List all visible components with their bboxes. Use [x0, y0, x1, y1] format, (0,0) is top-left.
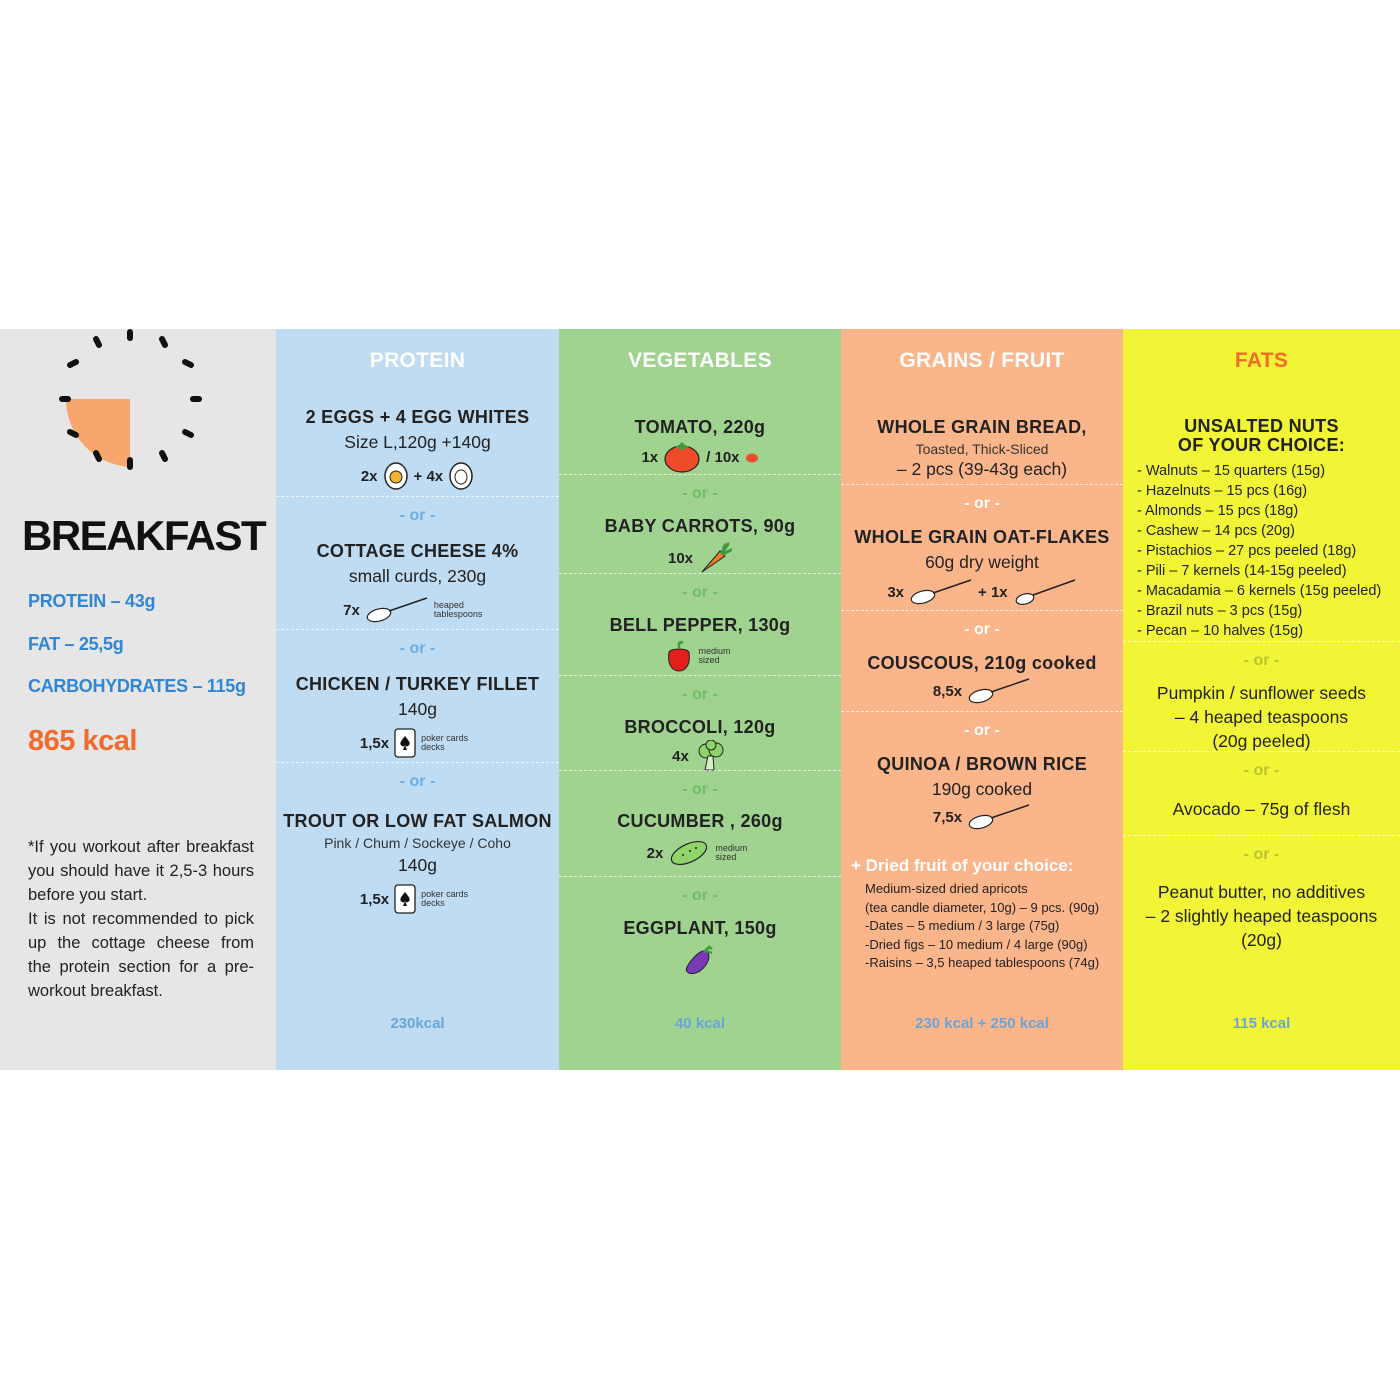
spoon-icon: [967, 676, 1031, 706]
cucumber-title: CUCUMBER , 260g: [617, 811, 783, 831]
grain-couscous: [841, 653, 1123, 706]
dried-fruit-title: + Dried fruit of your choice:: [851, 856, 1074, 875]
pepper-unit: medium sized: [698, 646, 731, 665]
fats-kcal: 115 kcal: [1232, 1015, 1291, 1032]
vegetables-column: [559, 329, 841, 1070]
grain-quinoa: [841, 754, 1123, 832]
oats-quantity: [841, 577, 1123, 607]
eggplant-title: EGGPLANT, 150g: [623, 918, 777, 938]
chicken-unit: poker cards decks: [421, 733, 469, 752]
fat-peanut-butter: [1123, 880, 1400, 952]
peanut-line-2: – 2 slightly heaped teaspoons: [1145, 906, 1378, 926]
carrots-quantity: [559, 541, 841, 575]
separator: - or -: [841, 621, 1123, 639]
couscous-title: COUSCOUS, 210g cooked: [867, 653, 1097, 673]
nuts-list: [1123, 461, 1400, 641]
tomato-count: 1x: [641, 448, 659, 466]
eggs-title: 2 EGGS + 4 EGG WHITES: [305, 407, 530, 427]
separator: - or -: [559, 781, 841, 799]
carrot-icon: [698, 541, 732, 575]
tomato-quantity: [559, 440, 841, 474]
protein-cottage-cheese: [276, 541, 559, 625]
seeds-line-2: – 4 heaped teaspoons: [1174, 707, 1349, 727]
veg-bell-pepper: [559, 615, 841, 672]
veg-broccoli: [559, 717, 841, 772]
protein-chicken: [276, 674, 559, 758]
salmon-weight: 140g: [398, 855, 437, 875]
protein-eggs: [276, 407, 559, 491]
workout-note: [28, 835, 254, 1003]
fats-heading: FATS: [1234, 349, 1289, 372]
list-item: - Walnuts – 15 quarters (15g): [1137, 463, 1326, 479]
total-kcal: 865 kcal: [28, 725, 137, 757]
eggs-size: Size L,120g +140g: [344, 432, 491, 452]
bell-pepper-icon: [664, 640, 694, 672]
seeds-line-3: (20g peeled): [1212, 731, 1311, 751]
dried-figs: -Dried figs – 10 medium / 4 large (90g): [865, 936, 1088, 952]
egg-white-icon: [448, 461, 474, 491]
fat-macro: FAT – 25,5g: [28, 634, 124, 654]
broccoli-count: 4x: [672, 747, 689, 765]
list-item: - Pili – 7 kernels (14-15g peeled): [1137, 563, 1347, 579]
eggplant-icon: [682, 943, 718, 977]
peanut-line-1: Peanut butter, no additives: [1157, 882, 1366, 902]
fats-column: [1123, 329, 1400, 1070]
grain-oat-flakes: [841, 527, 1123, 607]
separator: - or -: [1123, 652, 1400, 670]
broccoli-icon: [694, 740, 728, 772]
page-title: BREAKFAST: [22, 512, 266, 559]
separator: - or -: [276, 507, 559, 525]
spoon-icon: [909, 577, 973, 607]
bread-title: WHOLE GRAIN BREAD,: [877, 417, 1087, 437]
cottage-detail: small curds, 230g: [348, 566, 487, 586]
spoon-icon: [967, 802, 1031, 832]
nuts-title-2: OF YOUR CHOICE:: [1177, 435, 1346, 455]
broccoli-quantity: [559, 740, 841, 772]
cucumber-unit: medium sized: [715, 843, 748, 862]
dried-raisins: -Raisins – 3,5 heaped tablespoons (74g): [865, 955, 1100, 970]
protein-kcal: 230kcal: [390, 1015, 445, 1032]
spoon-icon: [365, 595, 429, 625]
salmon-count: 1,5x: [359, 890, 390, 908]
separator: - or -: [559, 686, 841, 704]
pepper-title: BELL PEPPER, 130g: [609, 615, 791, 635]
separator: - or -: [276, 640, 559, 658]
protein-heading: PROTEIN: [369, 349, 466, 372]
fat-nuts: [1123, 417, 1400, 641]
grains-heading: GRAINS / FRUIT: [899, 349, 1065, 372]
chicken-weight: 140g: [398, 699, 437, 719]
grains-column: [841, 329, 1123, 1070]
peanut-line-3: (20g): [1241, 930, 1282, 950]
dried-apricots: Medium-sized dried apricots: [865, 881, 1028, 896]
cherry-tomato-icon: [745, 451, 759, 463]
carbs-macro: CARBOHYDRATES – 115g: [28, 676, 246, 696]
separator: - or -: [559, 485, 841, 503]
salmon-unit: poker cards decks: [421, 889, 469, 908]
note-timing: *If you workout after breakfast you should have it 2,5-3 hours before you start.: [28, 838, 254, 904]
eggplant-quantity: [559, 943, 841, 977]
broccoli-title: BROCCOLI, 120g: [624, 717, 776, 737]
separator: - or -: [841, 722, 1123, 740]
list-item: - Pistachios – 27 pcs peeled (18g): [1137, 543, 1357, 559]
chicken-quantity: [276, 728, 559, 758]
dried-fruit: [841, 856, 1123, 973]
fat-seeds: [1123, 681, 1400, 753]
grain-bread: [841, 417, 1123, 480]
oats-tsp-count: + 1x: [978, 583, 1008, 601]
eggs-quantity: [276, 461, 559, 491]
teaspoon-icon: [1013, 577, 1077, 607]
dried-dates: -Dates – 5 medium / 3 large (75g): [865, 918, 1060, 933]
cottage-count: 7x: [343, 601, 360, 619]
oats-title: WHOLE GRAIN OAT-FLAKES: [854, 527, 1110, 547]
couscous-count: 8,5x: [932, 682, 963, 700]
grains-kcal: 230 kcal + 250 kcal: [915, 1015, 1049, 1032]
playing-card-icon: [394, 728, 416, 758]
summary-column: [0, 329, 276, 1070]
nuts-title-1: UNSALTED NUTS: [1184, 416, 1339, 436]
protein-macro: PROTEIN – 43g: [28, 591, 156, 611]
cottage-title: COTTAGE CHEESE 4%: [316, 541, 519, 561]
couscous-quantity: [841, 676, 1123, 706]
salmon-types: Pink / Chum / Sockeye / Coho: [324, 835, 511, 851]
pepper-quantity: [559, 640, 841, 672]
veg-cucumber: [559, 811, 841, 868]
chicken-title: CHICKEN / TURKEY FILLET: [295, 674, 540, 694]
oats-tbsp-count: 3x: [887, 583, 905, 601]
list-item: - Macadamia – 6 kernels (15g peeled): [1137, 583, 1382, 599]
cucumber-count: 2x: [646, 844, 664, 862]
list-item: - Almonds – 15 pcs (18g): [1137, 503, 1299, 519]
veg-carrots: [559, 516, 841, 575]
bread-amount: – 2 pcs (39-43g each): [896, 459, 1068, 479]
eggs-count: 2x: [360, 467, 378, 485]
tomato-icon: [663, 440, 701, 474]
carrots-title: BABY CARROTS, 90g: [604, 516, 796, 536]
vegetables-kcal: 40 kcal: [674, 1015, 726, 1032]
list-item: - Pecan – 10 halves (15g): [1137, 623, 1304, 639]
cottage-quantity: [276, 595, 559, 625]
separator: - or -: [1123, 762, 1400, 780]
list-item: - Hazelnuts – 15 pcs (16g): [1137, 483, 1308, 499]
cherry-tomato-count: / 10x: [706, 448, 740, 466]
salmon-title: TROUT OR LOW FAT SALMON: [283, 811, 552, 831]
list-item: - Cashew – 14 pcs (20g): [1137, 523, 1295, 539]
quinoa-title: QUINOA / BROWN RICE: [876, 754, 1088, 774]
cottage-unit: heaped tablespoons: [433, 600, 483, 619]
vegetables-heading: VEGETABLES: [628, 349, 772, 372]
cucumber-quantity: [559, 838, 841, 868]
seeds-line-1: Pumpkin / sunflower seeds: [1156, 683, 1367, 703]
dried-fruit-list: [841, 880, 1123, 973]
separator: - or -: [1123, 846, 1400, 864]
salmon-quantity: [276, 884, 559, 914]
list-item: - Brazil nuts – 3 pcs (15g): [1137, 603, 1303, 619]
breakfast-board: [0, 329, 1400, 1070]
quinoa-count: 7,5x: [932, 808, 963, 826]
quinoa-weight: 190g cooked: [931, 779, 1033, 799]
cucumber-icon: [668, 838, 710, 868]
chicken-count: 1,5x: [359, 734, 390, 752]
separator: - or -: [841, 495, 1123, 513]
separator: - or -: [559, 887, 841, 905]
egg-whites-count: + 4x: [413, 467, 444, 485]
protein-column: [276, 329, 559, 1070]
quinoa-quantity: [841, 802, 1123, 832]
veg-tomato: [559, 417, 841, 474]
dried-apricots-amount: (tea candle diameter, 10g) – 9 pcs. (90g): [865, 899, 1100, 915]
note-cottage: It is not recommended to pick up the cottage cheese from the protein section for a pre-workout breakfast.: [28, 910, 254, 1000]
separator: - or -: [559, 584, 841, 602]
clock-icon: [56, 329, 216, 479]
veg-eggplant: [559, 918, 841, 977]
carrots-count: 10x: [667, 549, 694, 567]
egg-icon: [383, 461, 409, 491]
protein-salmon: [276, 811, 559, 914]
oats-weight: 60g dry weight: [925, 552, 1039, 572]
bread-detail: Toasted, Thick-Sliced: [915, 441, 1049, 457]
playing-card-icon: [394, 884, 416, 914]
separator: - or -: [276, 773, 559, 791]
fat-avocado: Avocado – 75g of flesh: [1172, 799, 1351, 819]
tomato-title: TOMATO, 220g: [634, 417, 766, 437]
